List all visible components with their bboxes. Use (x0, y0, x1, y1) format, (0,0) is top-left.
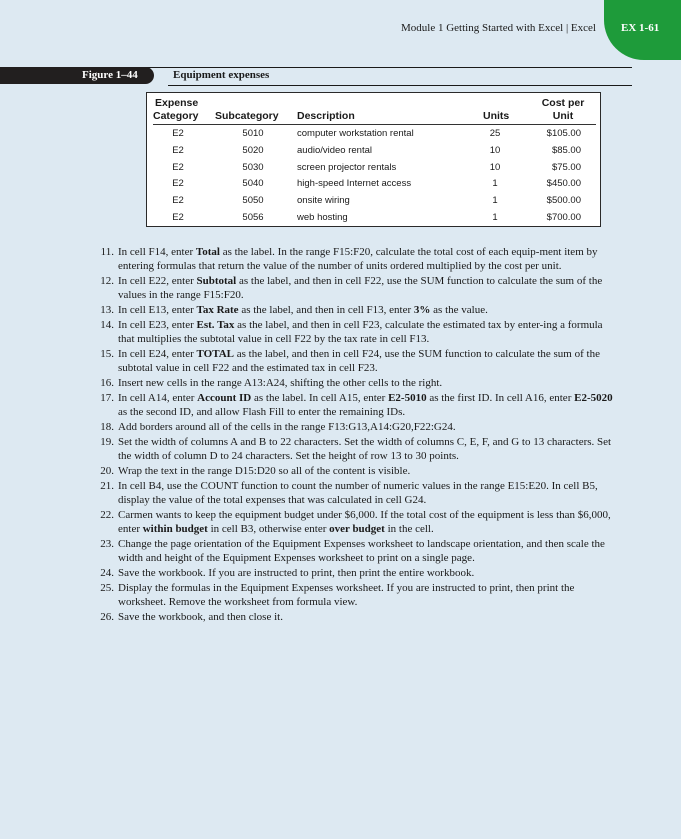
step-number: 15. (100, 348, 114, 360)
step-keyword: Total (195, 246, 220, 258)
step-keyword: 3% (413, 304, 431, 316)
step-text: as the label, and then in cell F13, enter (238, 304, 414, 316)
cell-description: audio/video rental (297, 144, 372, 156)
header-description: Description (297, 110, 355, 122)
header-category: Category (153, 110, 199, 122)
list-item (94, 376, 614, 390)
step-number: 11. (100, 246, 114, 258)
cell-subcategory: 5010 (242, 128, 264, 139)
step-text: In cell E13, enter (118, 304, 197, 316)
list-item (94, 347, 614, 375)
header-expense: Expense (155, 97, 199, 109)
step-keyword: over budget (329, 523, 385, 535)
list-item (94, 479, 614, 507)
step-number: 19. (100, 436, 114, 448)
step-text: as the label, and then in cell F22, use the SUM function to calculate the sum of the values in the range F15:F20. (118, 275, 603, 301)
step-number: 26. (100, 611, 114, 623)
step-number: 23. (100, 538, 114, 550)
cell-units: 10 (489, 161, 501, 173)
step-text: in the cell. (384, 523, 434, 535)
cell-description: onsite wiring (297, 195, 350, 207)
step-text: In cell A14, enter (118, 392, 198, 404)
cell-subcategory: 5050 (242, 195, 264, 207)
step-text: in cell B3, otherwise enter (207, 523, 330, 535)
list-item (94, 303, 614, 317)
list-item (94, 391, 614, 419)
step-keyword: E2-5020 (574, 392, 613, 404)
cell-units: 1 (492, 212, 498, 223)
step-keyword: Account ID (197, 392, 252, 404)
list-item (94, 537, 614, 565)
step-number: 12. (100, 275, 114, 287)
step-number: 24. (100, 567, 114, 579)
list-item (94, 318, 614, 346)
cell-cost: $85.00 (551, 144, 581, 156)
step-text: as the first ID. In cell A16, enter (426, 392, 575, 404)
figure-label-tab (0, 67, 154, 84)
step-number: 20. (100, 465, 114, 477)
list-item (94, 464, 614, 478)
step-text: Display the formulas in the Equipment Expenses worksheet. If you are instructed to print, then print the worksheet. Remove the worksheet from formula view. (118, 582, 575, 608)
step-number: 22. (100, 509, 114, 521)
step-text: Change the page orientation of the Equipment Expenses worksheet to landscape orientation, and then scale the width and height of the Equipment Expenses worksheet to print on a single page. (118, 538, 605, 564)
step-keyword: TOTAL (196, 348, 234, 360)
cell-category: E2 (172, 195, 184, 207)
cell-category: E2 (172, 128, 184, 139)
step-text: as the label. In cell A15, enter (251, 392, 389, 404)
step-text: Add borders around all of the cells in the range F13:G13,A14:G20,F22:G24. (118, 421, 456, 433)
figure-rule-lower (168, 85, 632, 86)
step-keyword: within budget (142, 523, 208, 535)
step-text: In cell E22, enter (118, 275, 197, 287)
cell-units: 1 (492, 195, 498, 207)
list-item (94, 610, 614, 624)
cell-category: E2 (172, 161, 184, 173)
step-number: 18. (100, 421, 114, 433)
instruction-list (94, 245, 614, 625)
running-header: Module 1 Getting Started with Excel | Excel (401, 22, 596, 34)
step-text: as the label. In the range F15:F20, calculate the total cost of each equip-ment item by entering formulas that return the value of the number of units ordered multiplied by the cost per unit. (118, 246, 598, 272)
page-number: EX 1-61 (621, 22, 660, 34)
step-text: as the label, and then in cell F24, use the SUM function to calculate the sum of the subtotal value in cell F22 and the estimated tax in cell F23. (118, 348, 600, 374)
cell-category: E2 (172, 212, 184, 223)
header-unit: Unit (552, 110, 574, 122)
step-text: In cell F14, enter (118, 246, 196, 258)
list-item (94, 245, 614, 273)
step-text: Wrap the text in the range D15:D20 so all of the content is visible. (118, 465, 411, 477)
cell-description: computer workstation rental (297, 128, 414, 139)
figure-caption: Equipment expenses (173, 69, 270, 81)
cell-units: 10 (489, 144, 501, 156)
step-text: Set the width of columns A and B to 22 characters. Set the width of columns C, E, F, and G to 13 characters. Set the width of column D to 24 characters. Set the height of row 13 to 30 points. (118, 436, 612, 462)
step-text: Carmen wants to keep the equipment budget under $6,000. If the total cost of the equipment is less than $6,000, enter (118, 509, 611, 535)
cell-category: E2 (172, 144, 184, 156)
cell-description: high-speed Internet access (297, 178, 412, 190)
step-text: In cell E24, enter (118, 348, 197, 360)
page-number-tab (604, 0, 681, 60)
cell-cost: $75.00 (551, 161, 581, 173)
step-text: In cell B4, use the COUNT function to count the number of numeric values in the range E15:E20. In cell B5, display the value of the total expenses that was calculated in cell G24. (118, 480, 598, 506)
step-text: as the label, and then in cell F23, calculate the estimated tax by enter-ing a formula that multiplies the subtotal value in cell F22 by the tax rate in cell F13. (118, 319, 603, 345)
step-text: In cell E23, enter (118, 319, 197, 331)
cell-subcategory: 5056 (242, 212, 264, 223)
step-keyword: E2-5010 (388, 392, 427, 404)
figure-label: Figure 1–44 (82, 69, 138, 81)
cell-units: 1 (492, 178, 498, 190)
list-item (94, 508, 614, 536)
step-number: 17. (100, 392, 114, 404)
list-item (94, 566, 614, 580)
step-number: 25. (100, 582, 114, 594)
cell-description: web hosting (297, 212, 348, 223)
list-item (94, 420, 614, 434)
expense-table (146, 92, 601, 227)
step-keyword: Est. Tax (196, 319, 235, 331)
step-text: Save the workbook, and then close it. (118, 611, 283, 623)
cell-cost: $105.00 (546, 128, 581, 139)
step-text: as the value. (430, 304, 488, 316)
header-underline (153, 124, 596, 125)
cell-cost: $500.00 (546, 195, 581, 207)
cell-subcategory: 5040 (242, 178, 264, 190)
header-cost-per: Cost per (541, 97, 585, 109)
header-subcategory: Subcategory (215, 110, 279, 122)
cell-cost: $700.00 (546, 212, 581, 223)
cell-units: 25 (489, 128, 501, 139)
step-number: 16. (100, 377, 114, 389)
step-number: 14. (100, 319, 114, 331)
cell-cost: $450.00 (546, 178, 581, 190)
step-number: 21. (100, 480, 114, 492)
step-text: Save the workbook. If you are instructed to print, then print the entire workbook. (118, 567, 475, 579)
list-item (94, 435, 614, 463)
cell-subcategory: 5020 (242, 144, 264, 156)
list-item (94, 581, 614, 609)
step-keyword: Subtotal (196, 275, 237, 287)
cell-subcategory: 5030 (242, 161, 264, 173)
step-text: as the second ID, and allow Flash Fill to enter the remaining IDs. (118, 406, 406, 418)
cell-category: E2 (172, 178, 184, 190)
cell-description: screen projector rentals (297, 161, 397, 173)
step-keyword: Tax Rate (196, 304, 239, 316)
list-item (94, 274, 614, 302)
step-text: Insert new cells in the range A13:A24, shifting the other cells to the right. (118, 377, 443, 389)
step-number: 13. (100, 304, 114, 316)
header-units: Units (483, 110, 510, 122)
